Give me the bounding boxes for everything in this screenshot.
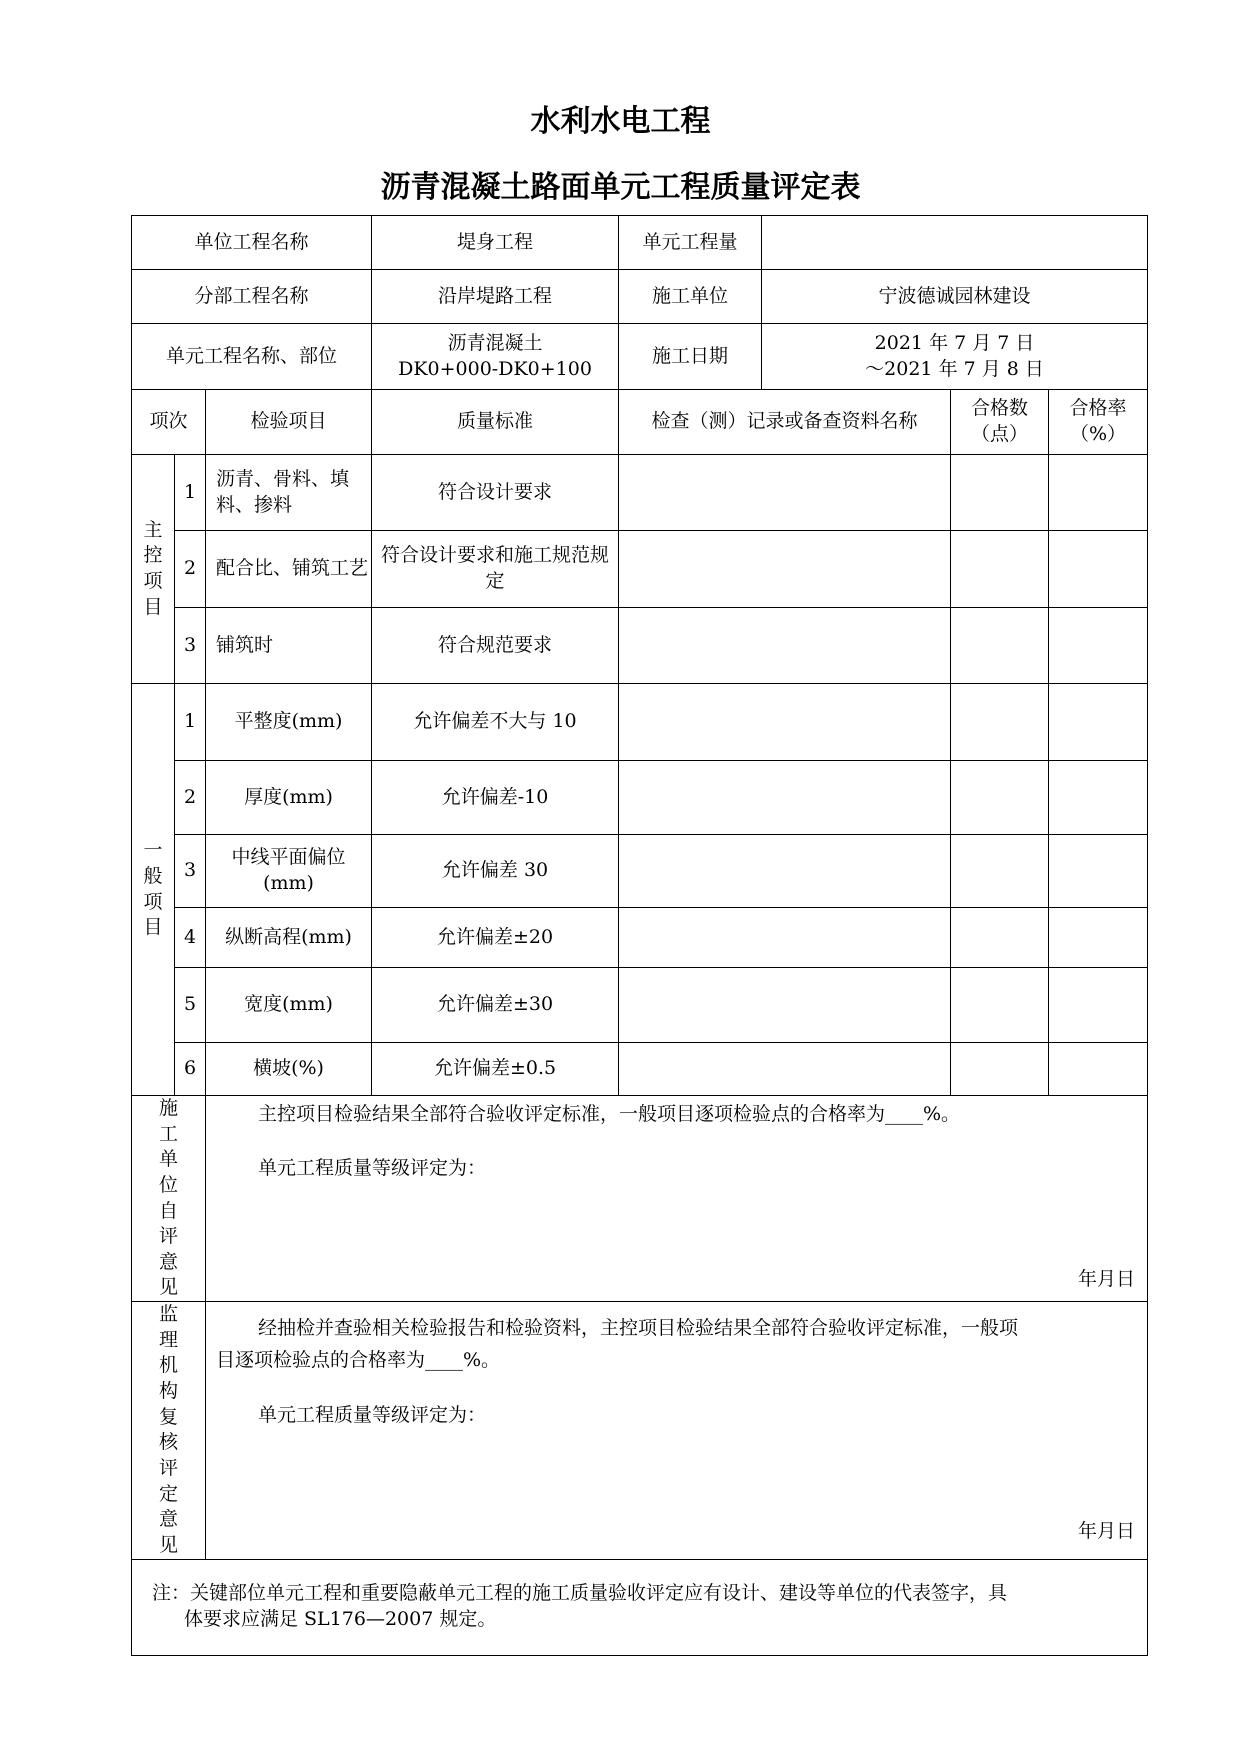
self-assessment-date: 年月日 xyxy=(1078,1268,1136,1291)
general-row-standard: 允许偏差 30 xyxy=(372,835,619,908)
general-row-no: 4 xyxy=(175,908,206,968)
supervision-date: 年月日 xyxy=(1078,1519,1136,1542)
date-value xyxy=(762,324,1148,390)
general-row-record[interactable] xyxy=(619,1043,951,1096)
contractor-label: 施工单位 xyxy=(619,270,762,324)
element-name-value xyxy=(372,324,619,390)
header-row-2 xyxy=(132,270,1148,324)
main-row-no: 3 xyxy=(175,608,206,684)
general-row-item: 纵断高程(mm) xyxy=(206,908,372,968)
general-row-rate[interactable] xyxy=(1049,968,1148,1043)
note-line1: 注：关键部位单元工程和重要隐蔽单元工程的施工质量验收评定应有设计、建设等单位的代表签字，具 xyxy=(152,1582,1008,1605)
col-standard: 质量标准 xyxy=(372,390,619,455)
main-row-standard: 符合设计要求和施工规范规定 xyxy=(372,531,619,608)
general-row-2 xyxy=(132,761,1148,835)
column-header-row xyxy=(132,390,1148,455)
note xyxy=(132,1559,1148,1655)
main-row-2 xyxy=(132,531,1148,608)
general-row-record[interactable] xyxy=(619,684,951,761)
general-row-standard: 允许偏差-10 xyxy=(372,761,619,835)
general-row-standard: 允许偏差不大与 10 xyxy=(372,684,619,761)
self-assessment-content[interactable] xyxy=(206,1096,1148,1302)
self-assessment-text1: 主控项目检验结果全部符合验收评定标准，一般项目逐项检验点的合格率为____%。 xyxy=(258,1103,961,1125)
supervision-row xyxy=(132,1302,1148,1559)
division-value: 沿岸堤路工程 xyxy=(372,270,619,324)
supervision-text1: 经抽检并查验相关检验报告和检验资料，主控项目检验结果全部符合验收评定标准，一般项 xyxy=(258,1317,1019,1340)
main-row-rate[interactable] xyxy=(1049,531,1148,608)
division-label: 分部工程名称 xyxy=(132,270,372,324)
main-row-no: 2 xyxy=(175,531,206,608)
element-name-label: 单元工程名称、部位 xyxy=(132,324,372,390)
evaluation-table xyxy=(131,215,1148,1656)
self-assessment-row xyxy=(132,1096,1148,1302)
supervision-label: 监理机构复核评定意见 xyxy=(132,1302,206,1559)
general-row-5 xyxy=(132,968,1148,1043)
general-row-count[interactable] xyxy=(951,761,1049,835)
general-row-item: 厚度(mm) xyxy=(206,761,372,835)
main-row-count[interactable] xyxy=(951,608,1049,684)
date-line1: 2021 年 7 月 7 日 xyxy=(874,331,1035,354)
document-subtitle: 沥青混凝土路面单元工程质量评定表 xyxy=(380,170,861,205)
unit-project-label: 单位工程名称 xyxy=(132,216,372,270)
main-row-item: 配合比、铺筑工艺 xyxy=(206,531,372,608)
main-row-no: 1 xyxy=(175,455,206,531)
main-row-record[interactable] xyxy=(619,608,951,684)
supervision-content[interactable] xyxy=(206,1302,1148,1559)
main-row-record[interactable] xyxy=(619,455,951,531)
general-row-no: 3 xyxy=(175,835,206,908)
general-row-no: 2 xyxy=(175,761,206,835)
note-line2: 体要求应满足 SL176—2007 规定。 xyxy=(184,1608,497,1631)
main-row-count[interactable] xyxy=(951,531,1049,608)
main-row-standard: 符合规范要求 xyxy=(372,608,619,684)
general-row-no: 6 xyxy=(175,1043,206,1096)
main-row-rate[interactable] xyxy=(1049,455,1148,531)
header-row-3 xyxy=(132,324,1148,390)
main-row-standard: 符合设计要求 xyxy=(372,455,619,531)
col-count: 合格数（点） xyxy=(951,390,1049,455)
general-row-record[interactable] xyxy=(619,761,951,835)
element-name-line1: 沥青混凝土 xyxy=(447,331,543,354)
main-row-item: 沥青、骨料、填料、掺料 xyxy=(206,455,372,531)
general-row-4 xyxy=(132,908,1148,968)
col-record: 检查（测）记录或备查资料名称 xyxy=(619,390,951,455)
self-assessment-text2: 单元工程质量等级评定为： xyxy=(258,1156,487,1179)
col-seq: 项次 xyxy=(132,390,206,455)
general-row-count[interactable] xyxy=(951,1043,1049,1096)
general-row-item: 宽度(mm) xyxy=(206,968,372,1043)
note-row xyxy=(132,1559,1148,1655)
main-row-3 xyxy=(132,608,1148,684)
general-row-item: 中线平面偏位(mm) xyxy=(206,835,372,908)
general-row-no: 5 xyxy=(175,968,206,1043)
general-row-rate[interactable] xyxy=(1049,761,1148,835)
element-name-line2: DK0+000-DK0+100 xyxy=(398,357,592,380)
header-row-1 xyxy=(132,216,1148,270)
general-row-standard: 允许偏差±30 xyxy=(372,968,619,1043)
general-row-record[interactable] xyxy=(619,908,951,968)
main-row-record[interactable] xyxy=(619,531,951,608)
main-row-rate[interactable] xyxy=(1049,608,1148,684)
general-row-standard: 允许偏差±20 xyxy=(372,908,619,968)
general-row-item: 平整度(mm) xyxy=(206,684,372,761)
main-group-label: 主控项目 xyxy=(132,455,175,684)
main-row-count[interactable] xyxy=(951,455,1049,531)
supervision-text1b: 目逐项检验点的合格率为____%。 xyxy=(216,1348,501,1371)
general-row-record[interactable] xyxy=(619,968,951,1043)
element-qty-label: 单元工程量 xyxy=(619,216,762,270)
general-row-item: 横坡(%) xyxy=(206,1043,372,1096)
general-row-count[interactable] xyxy=(951,835,1049,908)
general-row-1 xyxy=(132,684,1148,761)
col-item: 检验项目 xyxy=(206,390,372,455)
general-row-6 xyxy=(132,1043,1148,1096)
supervision-text2: 单元工程质量等级评定为： xyxy=(258,1404,487,1427)
general-row-count[interactable] xyxy=(951,968,1049,1043)
self-assessment-label: 施工单位自评意见 xyxy=(132,1096,206,1302)
general-row-record[interactable] xyxy=(619,835,951,908)
general-row-count[interactable] xyxy=(951,908,1049,968)
contractor-value: 宁波德诚园林建设 xyxy=(762,270,1148,324)
unit-project-value: 堤身工程 xyxy=(372,216,619,270)
date-line2: ～2021 年 7 月 8 日 xyxy=(865,357,1044,380)
general-row-rate[interactable] xyxy=(1049,835,1148,908)
general-row-standard: 允许偏差±0.5 xyxy=(372,1043,619,1096)
main-row-1 xyxy=(132,455,1148,531)
general-row-rate[interactable] xyxy=(1049,1043,1148,1096)
date-label: 施工日期 xyxy=(619,324,762,390)
main-row-item: 铺筑时 xyxy=(206,608,372,684)
document-title: 水利水电工程 xyxy=(530,104,711,139)
general-row-no: 1 xyxy=(175,684,206,761)
element-qty-value[interactable] xyxy=(762,216,1148,270)
col-rate: 合格率（%） xyxy=(1049,390,1148,455)
general-row-3 xyxy=(132,835,1148,908)
general-row-count[interactable] xyxy=(951,684,1049,761)
general-row-rate[interactable] xyxy=(1049,684,1148,761)
general-row-rate[interactable] xyxy=(1049,908,1148,968)
general-group-label: 一般项目 xyxy=(132,684,175,1096)
